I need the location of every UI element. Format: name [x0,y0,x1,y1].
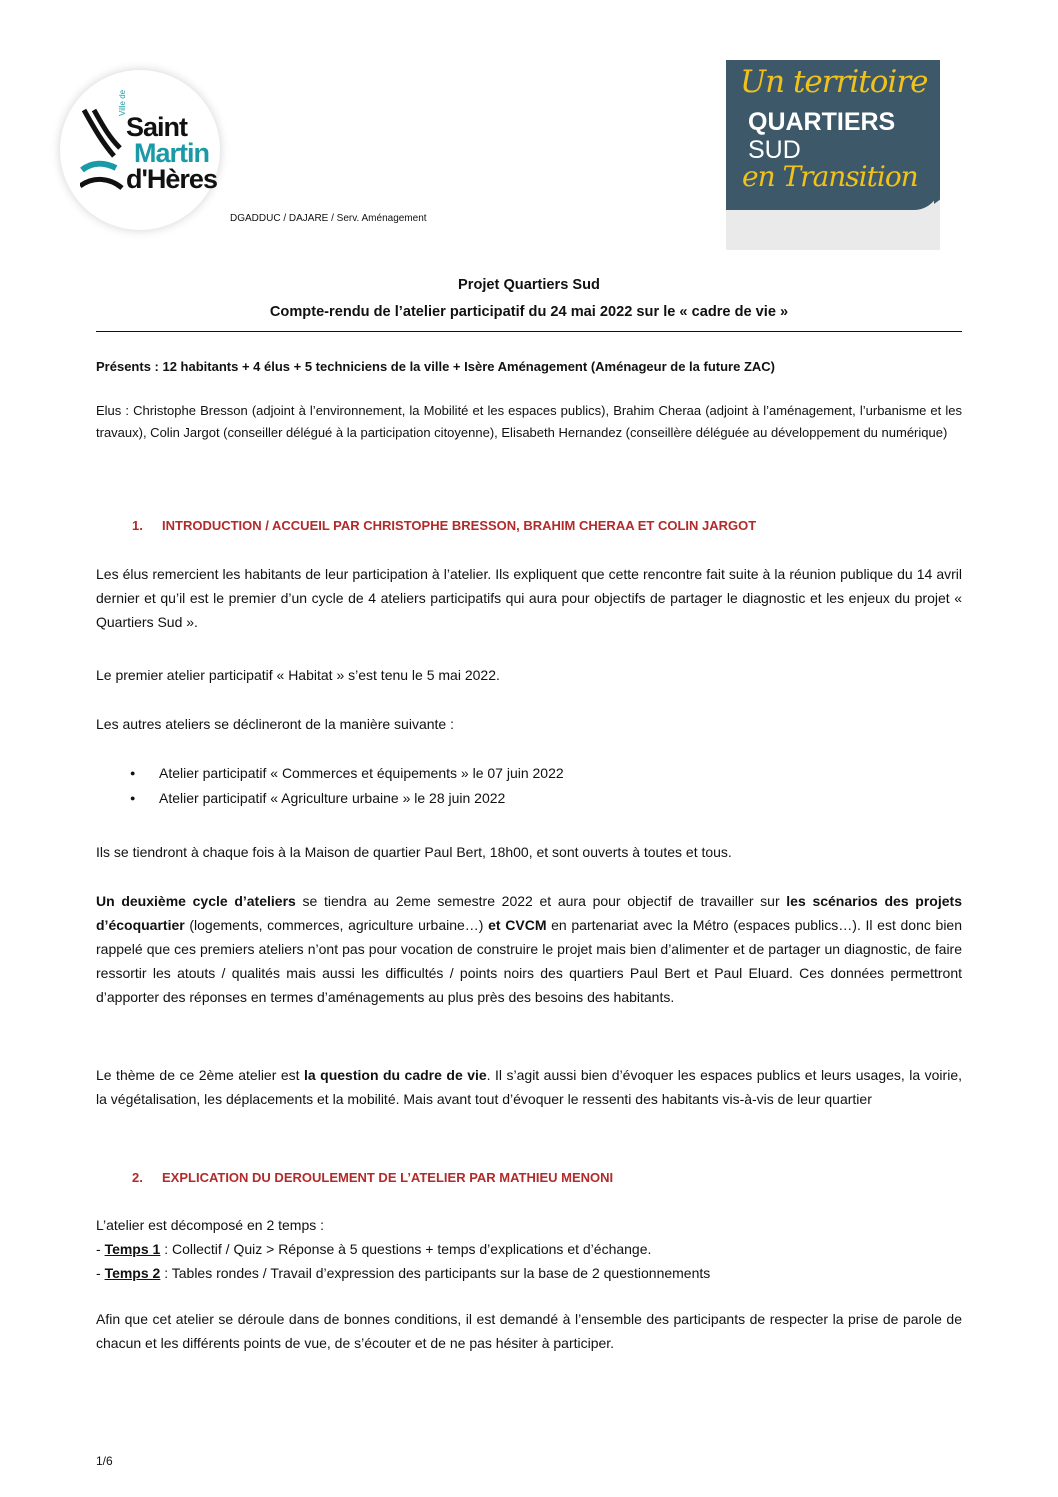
logo-saint-text: Saint [126,112,188,142]
step-2-label: Temps 2 [104,1265,161,1281]
second-cycle-text-3: en partenariat avec la Métro (espaces publics…). Il est donc bien rappelé que ces premiers ateliers n’ont pas pour vocation de construire le projet mais bien d’alimenter et de partager un diagnostic, de faire ressortir les atouts / qualités mais aussi les difficultés / points noirs des quartiers Paul Bert et Paul Eluard. Ces données permettront d’apporter des réponses en termes d’aménagements au plus près des besoins des habitants. [96,917,963,1005]
step-1 [96,1237,962,1261]
second-cycle-text-1: se tiendra au 2eme semestre 2022 et aura pour objectif de travailler sur [295,893,787,909]
section-1-number: 1. [132,518,143,533]
section-2-heading [132,1170,613,1185]
document-subtitle: Compte-rendu de l’atelier participatif du 24 mai 2022 sur le « cadre de vie » [269,304,789,320]
step-2-dash: - [96,1265,105,1281]
logo-heres-text: d'Hères [126,164,217,194]
logo-martin-text: Martin [134,138,209,168]
second-cycle-bold-3: et CVCM [488,917,547,933]
city-logo-mark-icon [80,108,124,198]
project-logo-line4: en Transition [742,160,918,193]
project-logo [726,60,940,250]
service-line: DGADDUC / DAJARE / Serv. Aménagement [230,213,427,224]
step-1-label: Temps 1 [104,1241,161,1257]
attendees-line: Présents : 12 habitants + 4 élus + 5 techniciens de la ville + Isère Aménagement (Aménageur de la future ZAC) [96,359,776,374]
steps-paragraph [96,1213,962,1285]
section-1-title: INTRODUCTION / ACCUEIL PAR CHRISTOPHE BRESSON, BRAHIM CHERAA ET COLIN JARGOT [162,518,757,533]
list-item: ● Atelier participatif « Commerces et équipements » le 07 juin 2022 [130,761,564,786]
workshop-list [130,761,564,811]
location-paragraph: Ils se tiendront à chaque fois à la Maison de quartier Paul Bert, 18h00, et sont ouverts à toutes et tous. [96,844,732,860]
theme-bold: la question du cadre de vie [304,1067,487,1083]
second-cycle-paragraph [96,889,962,1009]
step-2 [96,1261,962,1285]
second-cycle-bold-2: les scénarios des projets d’écoquartier [96,893,962,933]
conditions-paragraph: Afin que cet atelier se déroule dans de bonnes conditions, il est demandé à l’ensemble des participants de respecter la prise de parole de chacun et les différents points de vue, de s’écouter et de ne pas hésiter à participer. [96,1311,962,1351]
page-number: 1/6 [96,1454,113,1468]
title-divider [96,331,962,332]
section-2-number: 2. [132,1170,143,1185]
document-title: Projet Quartiers Sud [458,277,600,293]
project-logo-line1: Un territoire [740,64,928,100]
steps-intro: L’atelier est décomposé en 2 temps : [96,1217,325,1233]
theme-text-1: Le thème de ce 2ème atelier est [96,1067,305,1083]
list-item: ● Atelier participatif « Agriculture urbaine » le 28 juin 2022 [130,786,564,811]
theme-paragraph [96,1063,962,1111]
section-2-title: EXPLICATION DU DEROULEMENT DE L’ATELIER PAR MATHIEU MENONI [162,1170,614,1185]
intro-paragraph: Les élus remercient les habitants de leur participation à l’atelier. Ils expliquent que cette rencontre fait suite à la réunion publique du 14 avril dernier et qu’il est le premier d’un cycle de 4 ateliers participatifs qui aura pour objectifs de partager le diagnostic et les enjeux du projet « Quartiers Sud ». [96,566,962,630]
theme-text-2: . Il s’agit aussi bien d’évoquer les espaces publics et leurs usages, la voirie, la végétalisation, les déplacements et la mobilité. Mais avant tout d’évoquer le ressenti des habitants vis-à-vis de leur quartier [96,1067,962,1107]
step-2-text: : Tables rondes / Travail d’expression des participants sur la base de 2 questionnements [160,1265,711,1281]
project-logo-line2: QUARTIERS [748,108,896,136]
city-logo [60,70,220,230]
section-1-heading [132,518,756,533]
second-cycle-text-2: (logements, commerces, agriculture urbaine…) [184,917,489,933]
project-logo-line3: SUD [748,136,801,164]
project-logo-arrow-icon [934,178,940,204]
second-cycle-bold-1: Un deuxième cycle d’ateliers [96,893,296,909]
logo-ville-text: Ville de [118,89,127,116]
habitat-paragraph: Le premier atelier participatif « Habitat » s’est tenu le 5 mai 2022. [96,667,500,683]
other-workshops-paragraph: Les autres ateliers se déclineront de la manière suivante : [96,716,454,732]
elected-officials: Elus : Christophe Bresson (adjoint à l’environnement, la Mobilité et les espaces publics), Brahim Cheraa (adjoint à l’aménagement, l’urbanisme et les travaux), Colin Jargot (conseiller délégué à la participation citoyenne), Elisabeth Hernandez (conseillère déléguée au développement du numérique) [96,403,962,440]
step-1-dash: - [96,1241,105,1257]
step-1-text: : Collectif / Quiz > Réponse à 5 questions + temps d’explications et d’échange. [160,1241,652,1257]
